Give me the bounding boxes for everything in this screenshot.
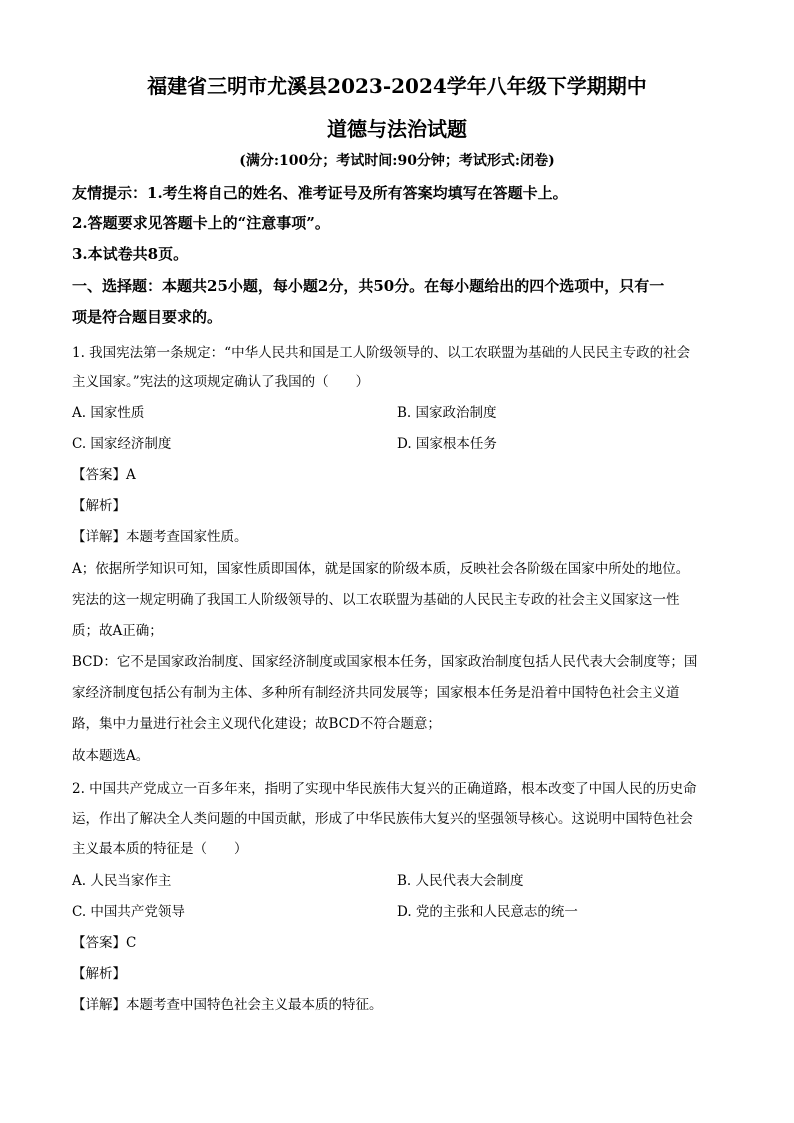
option-d: D. 国家根本任务 bbox=[397, 436, 497, 452]
tip-line-1: 友情提示：1.考生将自己的姓名、准考证号及所有答案均填写在答题卡上。 bbox=[72, 184, 568, 202]
tip-line-3: 3.本试卷共8页。 bbox=[72, 245, 189, 263]
question-stem-line: 1. 我国宪法第一条规定：“中华人民共和国是工人阶级领导的、以工农联盟为基础的人民民主专政的社会 bbox=[72, 345, 691, 361]
option-a: A. 国家性质 bbox=[72, 405, 145, 421]
question-stem-line: 运，作出了解决全人类问题的中国贡献，形成了中华民族伟大复兴的坚强领导核心。这说明中国特色社会 bbox=[72, 811, 693, 827]
detail-line: BCD：它不是国家政治制度、国家经济制度或国家根本任务，国家政治制度包括人民代表大会制度等；国 bbox=[72, 654, 698, 670]
question-stem-line: 2. 中国共产党成立一百多年来，指明了实现中华民族伟大复兴的正确道路，根本改变了中国人民的历史命 bbox=[72, 781, 697, 797]
option-a: A. 人民当家作主 bbox=[72, 873, 172, 889]
option-c: C. 国家经济制度 bbox=[72, 436, 172, 452]
analysis-label: 【解析】 bbox=[72, 498, 126, 514]
option-b: B. 国家政治制度 bbox=[397, 405, 497, 421]
section-heading-cont: 项是符合题目要求的。 bbox=[72, 308, 223, 326]
section-heading: 一、选择题：本题共25小题，每小题2分，共50分。在每小题给出的四个选项中，只有一 bbox=[72, 277, 665, 295]
exam-meta: (满分:100分；考试时间:90分钟；考试形式:闭卷) bbox=[239, 153, 555, 169]
question-stem-line: 主义最本质的特征是（ ） bbox=[72, 841, 248, 857]
option-b: B. 人民代表大会制度 bbox=[397, 873, 524, 889]
option-c: C. 中国共产党领导 bbox=[72, 904, 185, 920]
option-d: D. 党的主张和人民意志的统一 bbox=[397, 904, 578, 920]
question-stem-line: 主义国家。”宪法的这项规定确认了我国的（ ） bbox=[72, 374, 370, 390]
exam-title: 福建省三明市尤溪县2023-2024学年八年级下学期期中 bbox=[147, 74, 647, 98]
detail-line: 质；故A正确； bbox=[72, 623, 163, 639]
detail-line: 路，集中力量进行社会主义现代化建设；故BCD不符合题意； bbox=[72, 716, 441, 732]
answer-label: 【答案】C bbox=[72, 935, 137, 951]
detail-line: 家经济制度包括公有制为主体、多种所有制经济共同发展等；国家根本任务是沿着中国特色社会主义道 bbox=[72, 685, 680, 701]
detail-line: 【详解】本题考查中国特色社会主义最本质的特征。 bbox=[72, 997, 383, 1013]
tip-line-2: 2.答题要求见答题卡上的“注意事项”。 bbox=[72, 214, 330, 232]
answer-label: 【答案】A bbox=[72, 467, 136, 483]
detail-line: 宪法的这一规定明确了我国工人阶级领导的、以工农联盟为基础的人民民主专政的社会主义国家这一性 bbox=[72, 592, 680, 608]
detail-line: A；依据所学知识可知，国家性质即国体，就是国家的阶级本质，反映社会各阶级在国家中所处的地位。 bbox=[72, 561, 690, 577]
detail-line: 故本题选A。 bbox=[72, 748, 150, 764]
exam-subject: 道德与法治试题 bbox=[327, 117, 467, 141]
detail-line: 【详解】本题考查国家性质。 bbox=[72, 529, 248, 545]
analysis-label: 【解析】 bbox=[72, 966, 126, 982]
